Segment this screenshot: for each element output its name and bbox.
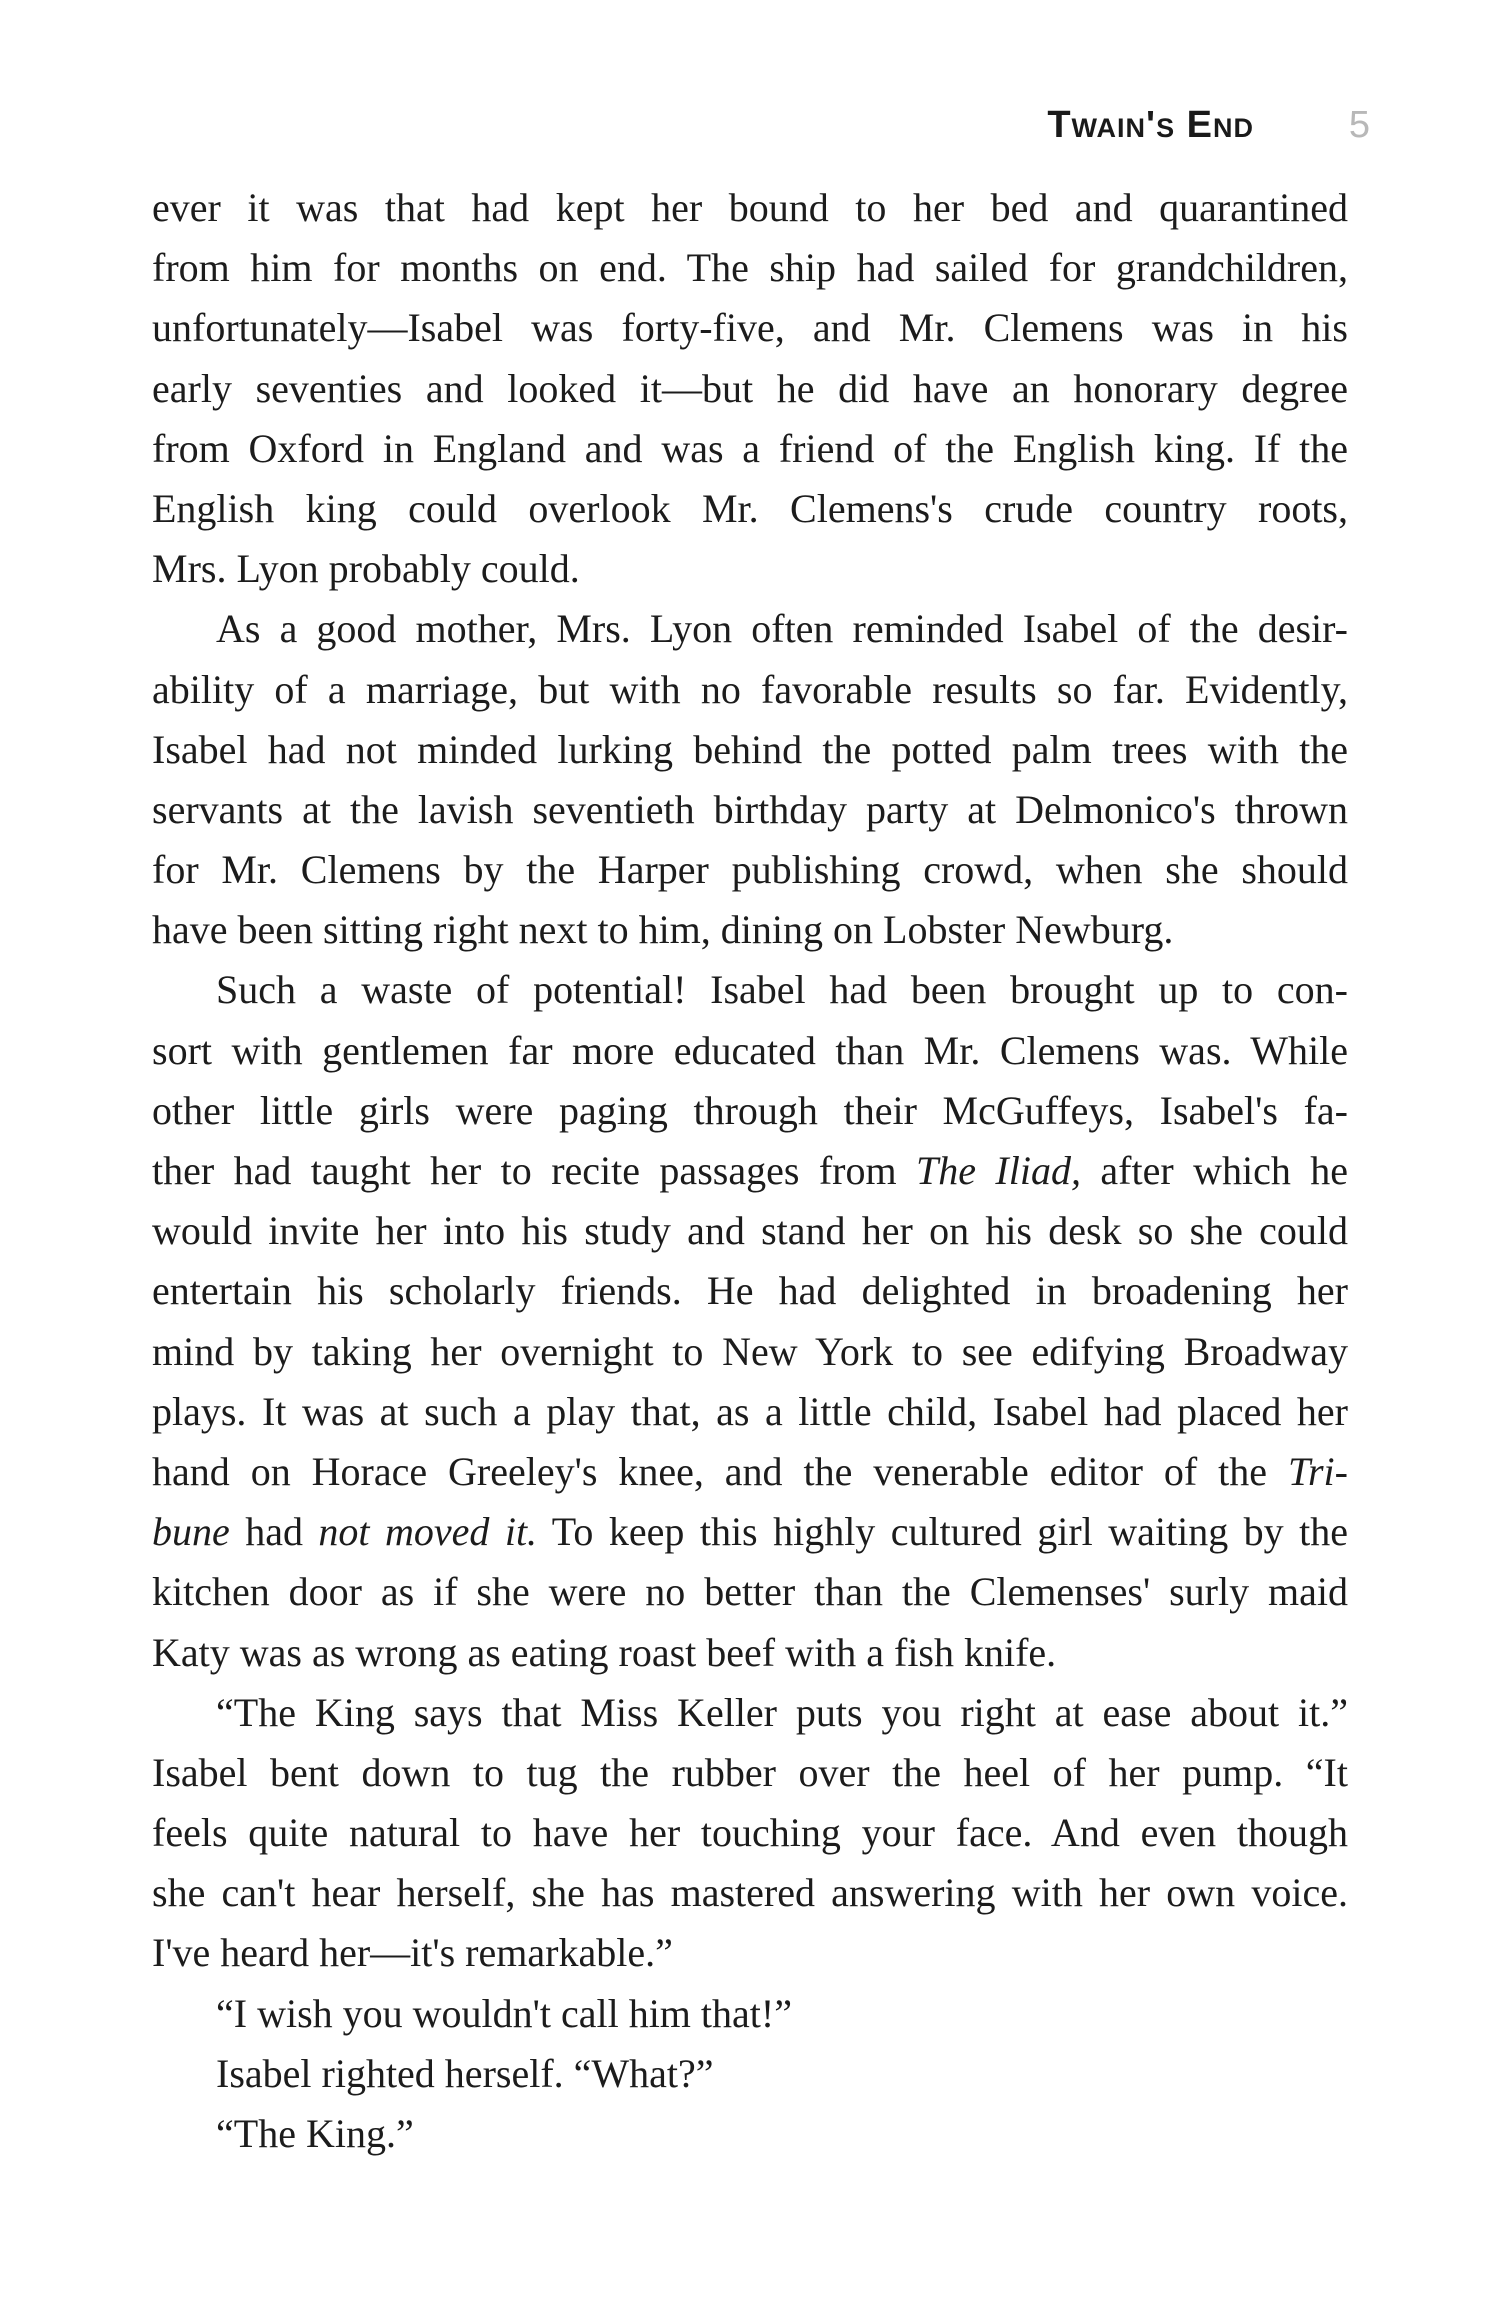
text-line: sort with gentlemen far more educated than Mr. Clemens was. While (152, 1027, 1348, 1073)
text-line: As a good mother, Mrs. Lyon often reminded Isabel of the desir- (216, 606, 1348, 652)
newspaper-title-italic: Tri- (1287, 1448, 1348, 1494)
text-line: servants at the lavish seventieth birthday party at Delmonico's thrown (152, 786, 1348, 832)
text-line: I've heard her—it's remarkable.” (152, 1930, 673, 1976)
text-line: “The King.” (216, 2111, 414, 2156)
text-line (152, 1502, 1348, 1562)
text-line: Mrs. Lyon probably could. (152, 546, 580, 592)
page-number: 5 (1348, 104, 1370, 146)
text-line: “I wish you wouldn't call him that!” (216, 1990, 792, 2036)
text-segment: after which he (1080, 1148, 1348, 1193)
text-line: for Mr. Clemens by the Harper publishing crowd, when she should (152, 847, 1348, 893)
body-text (152, 178, 1348, 2164)
text-line: ability of a marriage, but with no favorable results so far. Evidently, (152, 666, 1348, 712)
text-line: Such a waste of potential! Isabel had been brought up to con- (216, 967, 1348, 1013)
text-line: plays. It was at such a play that, as a little child, Isabel had placed her (152, 1388, 1348, 1434)
text-line: “The King says that Miss Keller puts you right at ease about it.” (216, 1689, 1348, 1735)
newspaper-title-italic: bune (152, 1509, 230, 1555)
text-segment: hand on Horace Greeley's knee, and the venerable editor of the (152, 1448, 1288, 1494)
text-line: ever it was that had kept her bound to her bed and quarantined (152, 185, 1348, 230)
text-line: unfortunately—Isabel was forty-five, and Mr. Clemens was in his (152, 305, 1348, 351)
running-title: Twain's End (1047, 104, 1254, 146)
text-line (152, 1141, 1348, 1201)
text-line: from Oxford in England and was a friend of the English king. If the (152, 425, 1348, 471)
text-line: Isabel had not minded lurking behind the potted palm trees with the (152, 726, 1348, 772)
text-segment: had (229, 1509, 319, 1555)
text-segment: To keep this highly cultured girl waiting by the (537, 1509, 1348, 1555)
running-head (0, 104, 1500, 154)
text-line: would invite her into his study and stand her on his desk so she could (152, 1208, 1348, 1254)
text-line: mind by taking her overnight to New York to see edifying Broadway (152, 1328, 1348, 1374)
text-line: have been sitting right next to him, dining on Lobster Newburg. (152, 907, 1174, 953)
text-line: Isabel bent down to tug the rubber over the heel of her pump. “It (152, 1749, 1348, 1795)
book-title-italic: The Iliad, (916, 1148, 1081, 1193)
text-line: Isabel righted herself. “What?” (216, 2050, 714, 2096)
text-line: English king could overlook Mr. Clemens's crude country roots, (152, 485, 1348, 531)
text-segment: ther had taught her to recite passages from (152, 1148, 916, 1193)
text-line: Katy was as wrong as eating roast beef with a fish knife. (152, 1629, 1057, 1675)
text-line: entertain his scholarly friends. He had delighted in broadening her (152, 1268, 1348, 1314)
text-line (152, 1442, 1348, 1502)
text-line: from him for months on end. The ship had sailed for grandchildren, (152, 245, 1348, 291)
text-line: feels quite natural to have her touching your face. And even though (152, 1810, 1348, 1856)
text-line: other little girls were paging through their McGuffeys, Isabel's fa- (152, 1087, 1348, 1133)
text-line: early seventies and looked it—but he did have an honorary degree (152, 365, 1348, 411)
text-line: kitchen door as if she were no better than the Clemenses' surly maid (152, 1569, 1348, 1615)
emphasis-italic: not moved it. (318, 1509, 538, 1555)
text-line: she can't hear herself, she has mastered answering with her own voice. (152, 1870, 1348, 1916)
